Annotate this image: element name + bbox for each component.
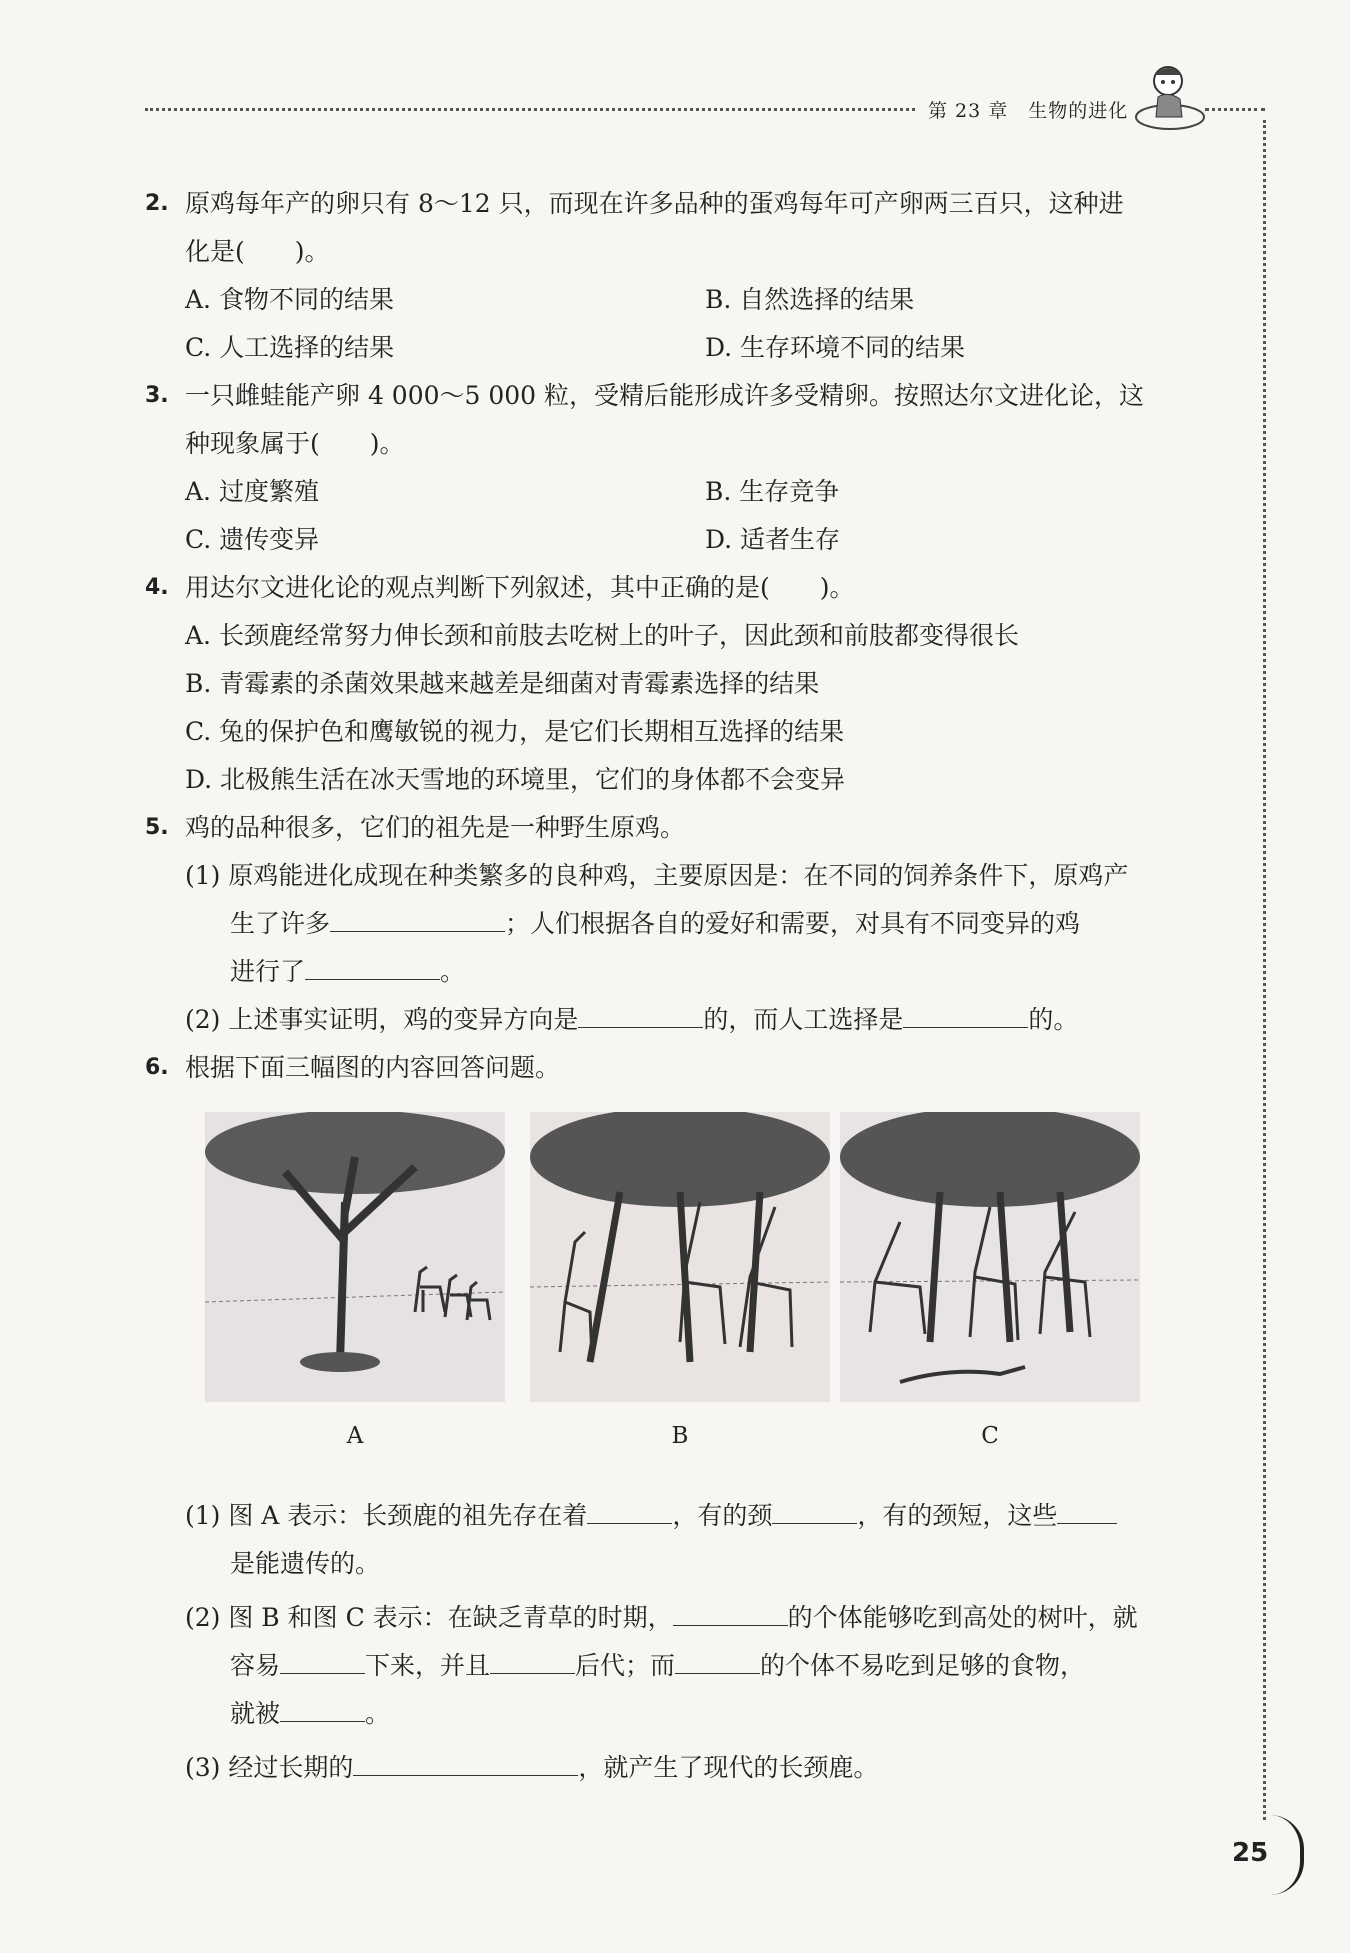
text-fragment: ；人们根据各自的爱好和需要，对具有不同变异的鸡 <box>505 909 1081 938</box>
chapter-title: 第 23 章 生物的进化 <box>928 100 1129 122</box>
question-3 <box>145 372 1205 468</box>
mascot-icon <box>1130 55 1210 135</box>
sub-question-2 <box>145 996 1205 1044</box>
question-6 <box>145 1044 1205 1092</box>
question-text: 根据下面三幅图的内容回答问题。 <box>185 1053 561 1082</box>
question-text: 一只雌蛙能产卵 4 000～5 000 粒，受精后能形成许多受精卵。按照达尔文进化论，这 <box>185 381 1145 410</box>
text-fragment: 生了许多 <box>230 909 331 938</box>
answer-blank[interactable] <box>673 1595 788 1626</box>
text-fragment: (2) 图 B 和图 C 表示：在缺乏青草的时期， <box>185 1603 673 1632</box>
sub-question-1: (1) 原鸡能进化成现在种类繁多的良种鸡，主要原因是：在不同的饲养条件下，原鸡产 <box>185 861 1129 890</box>
option-c[interactable]: C. 兔的保护色和鹰敏锐的视力，是它们长期相互选择的结果 <box>185 717 845 746</box>
options-3 <box>145 468 1205 564</box>
text-fragment: (3) 经过长期的 <box>185 1753 354 1782</box>
text-fragment: ，就产生了现代的长颈鹿。 <box>578 1753 879 1782</box>
option-c[interactable]: C. 遗传变异 <box>185 525 320 554</box>
option-b[interactable]: B. 青霉素的杀菌效果越来越差是细菌对青霉素选择的结果 <box>185 669 820 698</box>
figure-c-label: C <box>981 1423 999 1449</box>
text-fragment: 。 <box>365 1699 391 1728</box>
sub-question-2 <box>145 1594 1205 1642</box>
option-d[interactable]: D. 生存环境不同的结果 <box>705 333 966 362</box>
question-number: 2. <box>145 191 169 216</box>
sub-question-2-cont <box>145 1642 1205 1690</box>
text-fragment: 是能遗传的。 <box>230 1549 381 1578</box>
answer-blank[interactable] <box>903 997 1028 1028</box>
page-number-arc <box>1270 1815 1304 1895</box>
option-a[interactable]: A. 长颈鹿经常努力伸长颈和前肢去吃树上的叶子，因此颈和前肢都变得很长 <box>185 621 1019 650</box>
answer-blank[interactable] <box>280 1643 365 1674</box>
figure-a-label: A <box>346 1423 364 1449</box>
text-fragment: ，有的颈短，这些 <box>857 1501 1058 1530</box>
text-fragment: 下来，并且 <box>365 1651 491 1680</box>
worksheet-content <box>145 180 1205 1792</box>
answer-blank[interactable] <box>578 997 703 1028</box>
question-number: 3. <box>145 383 169 408</box>
option-b[interactable]: B. 自然选择的结果 <box>705 285 915 314</box>
question-text: 用达尔文进化论的观点判断下列叙述，其中正确的是( )。 <box>185 573 855 602</box>
answer-blank[interactable] <box>1057 1493 1117 1524</box>
right-dotted-rule <box>1263 120 1266 1820</box>
option-a[interactable]: A. 食物不同的结果 <box>185 285 394 314</box>
question-text: 原鸡每年产的卵只有 8～12 只，而现在许多品种的蛋鸡每年可产卵两三百只，这种进 <box>185 189 1124 218</box>
figure-b-label: B <box>671 1423 689 1449</box>
answer-blank[interactable] <box>280 1691 365 1722</box>
text-fragment: 就被 <box>230 1699 281 1728</box>
text-fragment: 进行了 <box>230 957 306 986</box>
option-c[interactable]: C. 人工选择的结果 <box>185 333 395 362</box>
text-fragment: (1) 图 A 表示：长颈鹿的祖先存在着 <box>185 1501 588 1530</box>
text-fragment: 的，而人工选择是 <box>703 1005 904 1034</box>
answer-blank[interactable] <box>490 1643 575 1674</box>
answer-blank[interactable] <box>305 949 440 980</box>
options-2 <box>145 276 1205 372</box>
answer-blank[interactable] <box>675 1643 760 1674</box>
page-number: 25 <box>1232 1838 1269 1868</box>
text-fragment: ，有的颈 <box>672 1501 773 1530</box>
text-fragment: 后代；而 <box>575 1651 676 1680</box>
text-fragment: 容易 <box>230 1651 281 1680</box>
header-dotted-rule <box>145 108 915 111</box>
giraffe-figures <box>145 1112 1205 1492</box>
text-fragment: 的个体不易吃到足够的食物， <box>760 1651 1086 1680</box>
answer-blank[interactable] <box>330 901 505 932</box>
sub-question-1-cont <box>145 900 1205 948</box>
question-2 <box>145 180 1205 276</box>
sub-question-1-cont <box>145 948 1205 996</box>
option-a[interactable]: A. 过度繁殖 <box>185 477 319 506</box>
question-text: 化是( )。 <box>185 237 330 266</box>
text-fragment: (2) 上述事实证明，鸡的变异方向是 <box>185 1005 579 1034</box>
text-fragment: 的个体能够吃到高处的树叶，就 <box>787 1603 1138 1632</box>
sub-question-2-cont <box>145 1690 1205 1738</box>
option-d[interactable]: D. 北极熊生活在冰天雪地的环境里，它们的身体都不会变异 <box>185 765 846 794</box>
answer-blank[interactable] <box>772 1493 857 1524</box>
text-fragment: 的。 <box>1028 1005 1079 1034</box>
figure-a-image <box>205 1112 505 1402</box>
question-4 <box>145 564 1205 612</box>
question-5 <box>145 804 1205 852</box>
sub-question-1 <box>145 1492 1205 1540</box>
figure-c-image <box>840 1112 1140 1402</box>
figure-b-image <box>530 1112 830 1402</box>
answer-blank[interactable] <box>587 1493 672 1524</box>
text-fragment: 。 <box>440 957 466 986</box>
sub-question-3 <box>145 1744 1205 1792</box>
question-text: 种现象属于( )。 <box>185 429 405 458</box>
option-d[interactable]: D. 适者生存 <box>705 525 841 554</box>
question-number: 4. <box>145 575 169 600</box>
header-dotted-rule-right <box>1205 108 1265 111</box>
question-number: 6. <box>145 1055 169 1080</box>
answer-blank[interactable] <box>353 1745 578 1776</box>
question-text: 鸡的品种很多，它们的祖先是一种野生原鸡。 <box>185 813 686 842</box>
option-b[interactable]: B. 生存竞争 <box>705 477 840 506</box>
question-number: 5. <box>145 815 169 840</box>
